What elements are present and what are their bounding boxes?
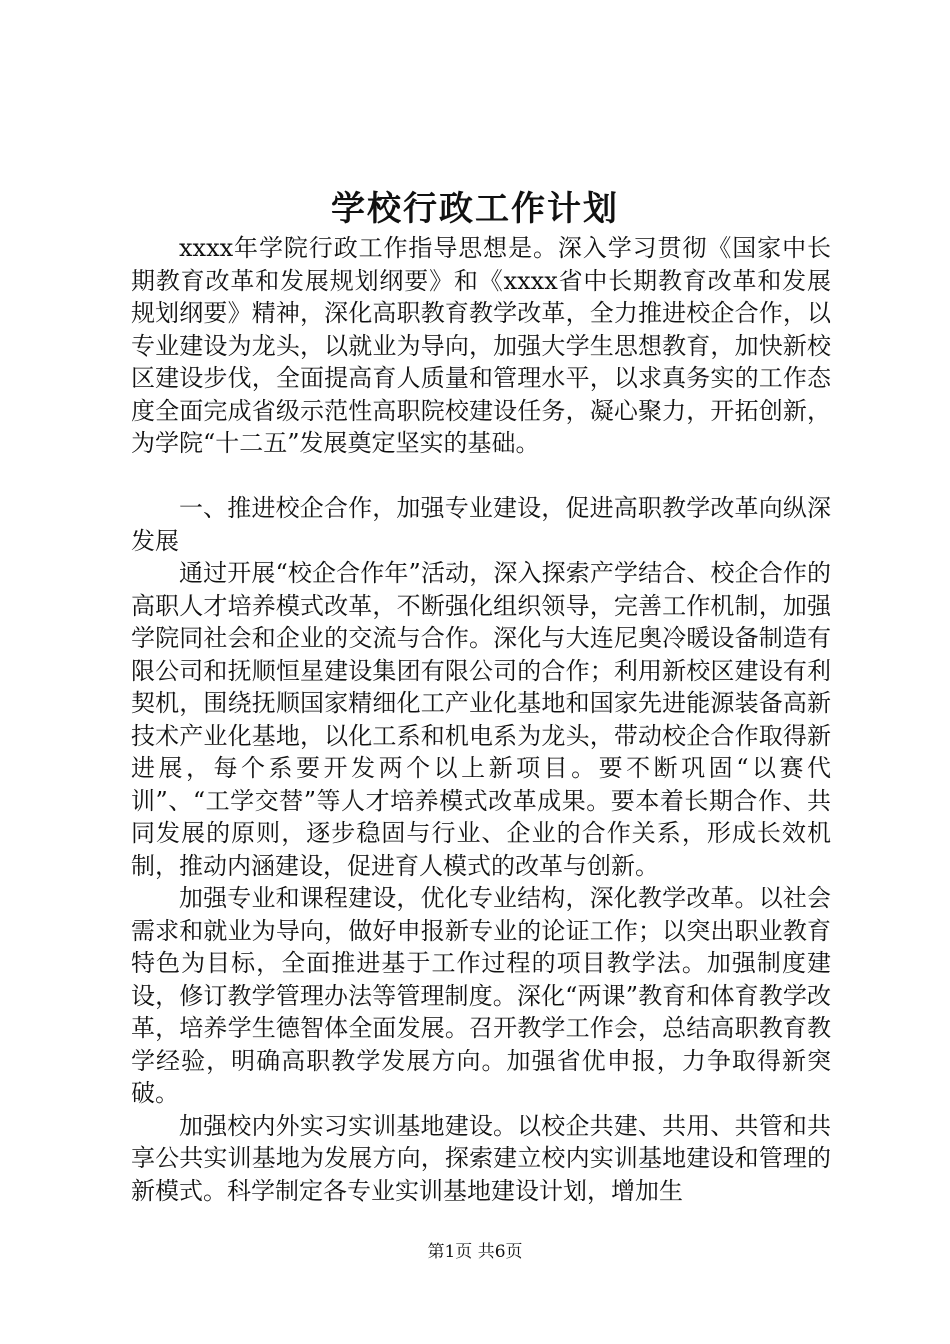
paragraph-training-base: 加强校内外实习实训基地建设。以校企共建、共用、共管和共享公共实训基地为发展方向，探索建立校内实训基地建设和管理的新模式。科学制定各专业实训基地建设计划，增加生 [131,1111,831,1205]
document-body [131,232,831,1207]
paragraph-school-enterprise: 通过开展“校企合作年”活动，深入探索产学结合、校企合作的高职人才培养模式改革，不断强化组织领导，完善工作机制，加强学院同社会和企业的交流与合作。深化与大连尼奥冷暖设备制造有限公司和抚顺恒星建设集团有限公司的合作；利用新校区建设有利契机，围绕抚顺国家精细化工产业化基地和国家先进能源装备高新技术产业化基地，以化工系和机电系为龙头，带动校企合作取得新进展，每个系要开发两个以上新项目。要不断巩固“以赛代训”、“工学交替”等人才培养模式改革成果。要本着长期合作、共同发展的原则，逐步稳固与行业、企业的合作关系，形成长效机制，推动内涵建设，促进育人模式的改革与创新。 [131,559,831,880]
section-heading-1: 一、推进校企合作，加强专业建设，促进高职教学改革向纵深发展 [131,494,831,555]
document-title: 学校行政工作计划 [331,189,619,229]
paragraph-curriculum: 加强专业和课程建设，优化专业结构，深化教学改革。以社会需求和就业为导向，做好申报新专业的论证工作；以突出职业教育特色为目标，全面推进基于工作过程的项目教学法。加强制度建设，修订教学管理办法等管理制度。深化“两课”教育和体育教学改革，培养学生德智体全面发展。召开教学工作会，总结高职教育教学经验，明确高职教学发展方向。加强省优申报，力争取得新突破。 [131,884,831,1107]
paragraph-spacer [131,460,831,493]
page-footer: 第1页 共6页 [427,1242,523,1262]
paragraph-guiding-thought: xxxx年学院行政工作指导思想是。深入学习贯彻《国家中长期教育改革和发展规划纲要》和《xxxx省中长期教育改革和发展规划纲要》精神，深化高职教育教学改革，全力推进校企合作，以专业建设为龙头，以就业为导向，加强大学生思想教育，加快新校区建设步伐，全面提高育人质量和管理水平，以求真务实的工作态度全面完成省级示范性高职院校建设任务，凝心聚力，开拓创新，为学院“十二五”发展奠定坚实的基础。 [131,234,831,457]
